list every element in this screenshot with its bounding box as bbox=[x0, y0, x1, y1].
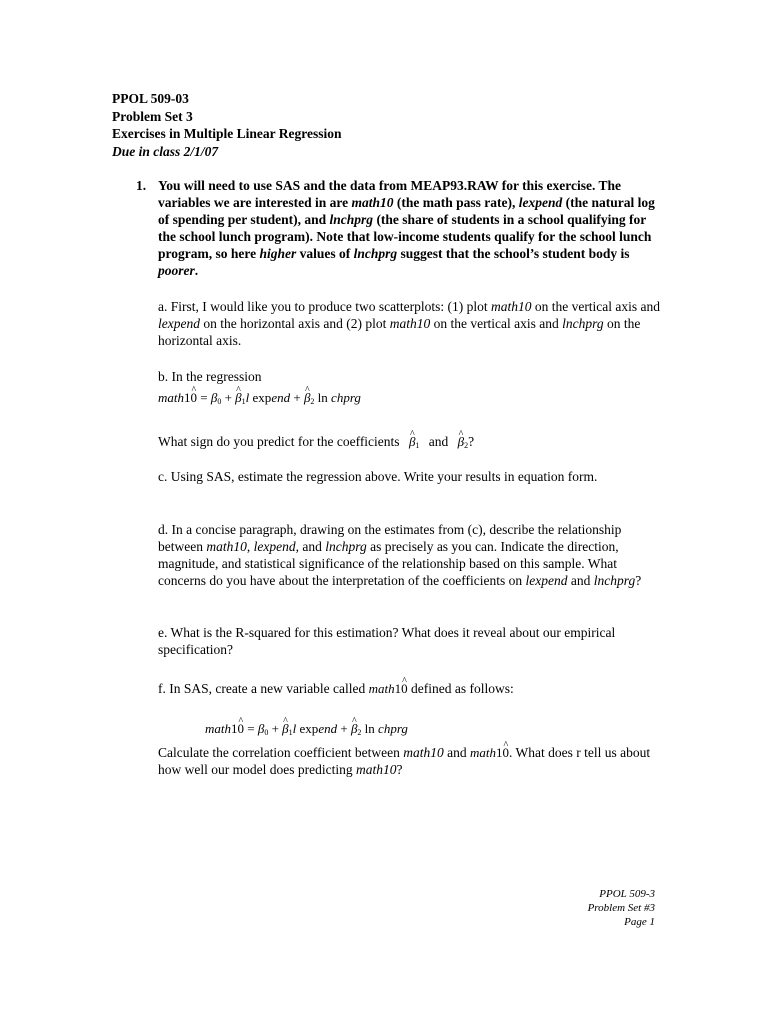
part-e: e. What is the R-squared for this estimation? What does it reveal about our empirical specification? bbox=[158, 625, 616, 657]
problem-set-subtitle: Exercises in Multiple Linear Regression bbox=[112, 126, 342, 141]
document-header bbox=[112, 90, 342, 160]
part-a: a. First, I would like you to produce two scatterplots: (1) plot math10 on the vertical axis and lexpend on the horizontal axis and (2) plot math10 on the vertical axis and lnchprg on the horizontal axis. bbox=[158, 299, 661, 348]
part-d: d. In a concise paragraph, drawing on the estimates from (c), describe the relationship between math10, lexpend, and lnchprg as precisely as you can. Indicate the direction, magnitude, and statistical significance of the relationship based on this sample. What concerns do you have about the interpretation of the coefficients on lexpend and lnchprg? bbox=[158, 522, 642, 588]
var-lexpend: lexpend bbox=[518, 195, 563, 210]
emphasis-poorer: poorer bbox=[158, 263, 195, 278]
question-1-intro: You will need to use SAS and the data from MEAP93.RAW for this exercise. The variables we are interested in are math10 (the math pass rate), lexpend (the natural log of spending per student), and lnchprg (the share of students in a school qualifying for the school lunch program). Note that low-income students qualify for the school lunch program, so here higher values of lnchprg suggest that the school’s student body is poorer. bbox=[158, 178, 655, 278]
part-b bbox=[158, 368, 668, 410]
due-date: Due in class 2/1/07 bbox=[112, 143, 219, 159]
part-c: c. Using SAS, estimate the regression above. Write your results in equation form. bbox=[158, 469, 598, 484]
emphasis-higher: higher bbox=[259, 246, 297, 261]
problem-set-title: Problem Set 3 bbox=[112, 108, 193, 124]
part-f-correlation: Calculate the correlation coefficient between math10 and math1^ 0. What does r tell us about how well our model does predicting math10? bbox=[158, 744, 668, 778]
regression-equation: math1^ $0 = \beta_0$ + ^ $\beta_1l$ expend + ^ $\beta_2$ ln chprg bbox=[158, 389, 668, 410]
footer-page-number: Page 1 bbox=[624, 916, 655, 928]
question-1 bbox=[136, 177, 656, 279]
part-b-label: b. In the regression bbox=[158, 369, 262, 384]
var-lnchprg: lnchprg bbox=[329, 212, 374, 227]
footer-course: PPOL 509-3 bbox=[599, 888, 655, 900]
part-b-question: What sign do you predict for the coefficients ^ $\beta_1$ and ^ $\beta_2$? bbox=[158, 433, 668, 454]
footer-problem-set: Problem Set #3 bbox=[587, 902, 655, 914]
page-footer bbox=[588, 887, 655, 929]
course-code: PPOL 509-03 bbox=[112, 91, 189, 106]
var-math10: math10 bbox=[351, 195, 394, 210]
part-f: f. In SAS, create a new variable called math1^ 0 defined as follows: bbox=[158, 680, 668, 697]
question-number: 1. bbox=[136, 178, 147, 193]
fitted-value-equation: math1^ $0 = \beta_0$ + ^ $\beta_1l$ expend + ^ $\beta_2$ ln chprg bbox=[205, 720, 715, 741]
